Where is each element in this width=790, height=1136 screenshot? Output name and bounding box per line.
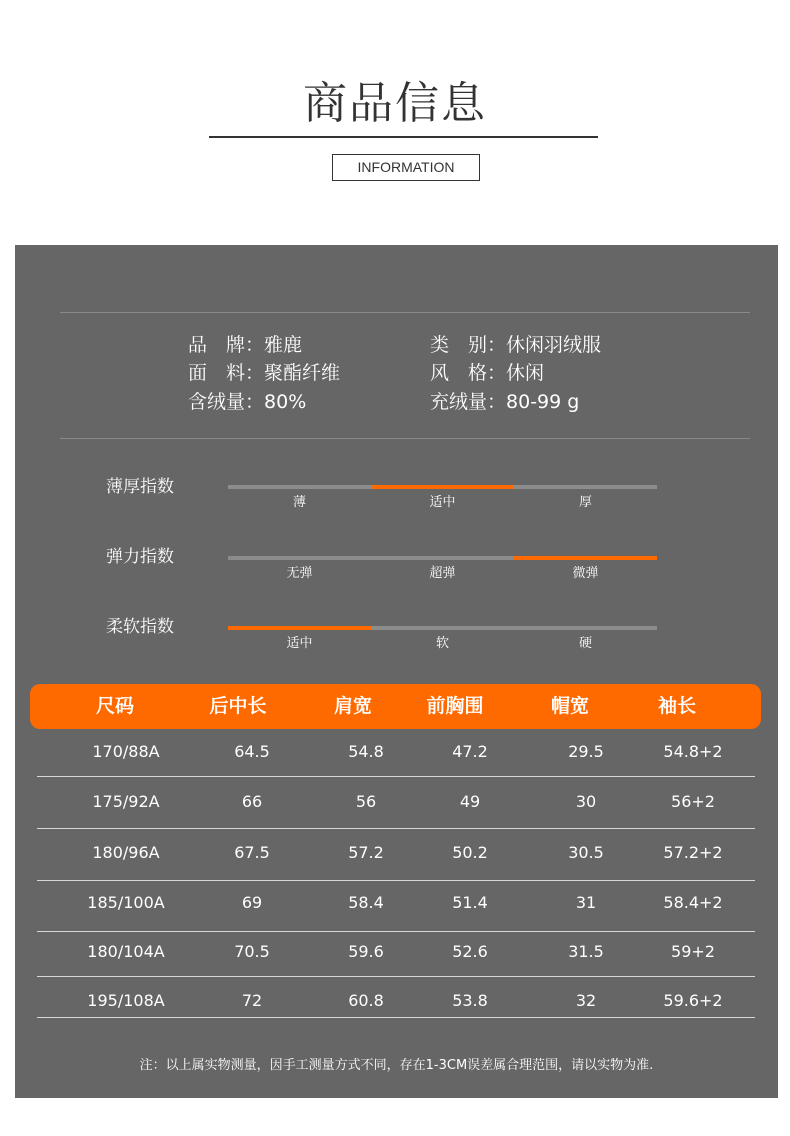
cell-shoulder: 58.4 (348, 893, 384, 912)
page-title: 商品信息 (303, 78, 487, 129)
down-ratio-value: 80% (264, 391, 307, 413)
down-ratio-label: 含绒量： (188, 391, 265, 413)
cell-chest: 53.8 (452, 991, 488, 1010)
fill-value: 80-99 g (506, 391, 580, 413)
cell-shoulder: 60.8 (348, 991, 384, 1010)
thickness-index-selected (371, 485, 514, 489)
cell-sleeve: 59+2 (671, 942, 715, 961)
brand-row (188, 333, 302, 357)
elasticity-index-bar (228, 556, 657, 560)
category-row (430, 333, 601, 357)
cell-chest: 52.6 (452, 942, 488, 961)
softness-option: 适中 (286, 636, 313, 651)
category-value: 休闲羽绒服 (506, 334, 602, 356)
cell-hood: 30 (575, 792, 597, 811)
cell-sleeve: 57.2+2 (663, 843, 723, 862)
cell-hood: 31.5 (568, 942, 604, 961)
header-chest: 前胸围 (426, 695, 484, 717)
header-shoulder: 肩宽 (333, 695, 372, 717)
row-divider (37, 1017, 755, 1018)
cell-size: 175/92A (92, 792, 160, 811)
cell-back-length: 66 (241, 792, 263, 811)
elasticity-index-label: 弹力指数 (106, 547, 174, 567)
divider-bottom (60, 438, 750, 439)
row-divider (37, 776, 755, 777)
cell-size: 195/108A (87, 991, 165, 1010)
cell-back-length: 64.5 (234, 742, 270, 761)
size-table-header (30, 684, 761, 729)
cell-shoulder: 59.6 (348, 942, 384, 961)
cell-size: 170/88A (92, 742, 160, 761)
softness-option: 软 (435, 636, 449, 651)
title-underline (209, 136, 598, 138)
elasticity-option: 无弹 (286, 566, 313, 581)
header-back-length: 后中长 (209, 695, 267, 717)
cell-sleeve: 59.6+2 (663, 991, 723, 1010)
cell-shoulder: 56 (355, 792, 377, 811)
fill-label: 充绒量： (430, 391, 507, 413)
brand-value: 雅鹿 (264, 334, 303, 356)
thickness-index-label: 薄厚指数 (106, 477, 174, 497)
material-value: 聚酯纤维 (264, 362, 341, 384)
cell-shoulder: 57.2 (348, 843, 384, 862)
information-badge: INFORMATION (332, 154, 480, 181)
softness-option: 硬 (578, 636, 592, 651)
cell-chest: 50.2 (452, 843, 488, 862)
style-row (430, 361, 544, 385)
row-divider (37, 931, 755, 932)
measurement-note: 注：以上属实物测量，因手工测量方式不同，存在1-3CM误差属合理范围，请以实物为准. (139, 1058, 654, 1073)
material-row (188, 361, 340, 385)
cell-hood: 30.5 (568, 843, 604, 862)
brand-label: 品 牌： (188, 334, 265, 356)
style-value: 休闲 (506, 362, 545, 384)
material-label: 面 料： (188, 362, 265, 384)
fill-row (430, 390, 579, 414)
cell-back-length: 67.5 (234, 843, 270, 862)
divider-top (60, 312, 750, 313)
cell-chest: 47.2 (452, 742, 488, 761)
softness-index-bar (228, 626, 657, 630)
elasticity-option: 超弹 (429, 566, 456, 581)
style-label: 风 格： (430, 362, 507, 384)
row-divider (37, 828, 755, 829)
row-divider (37, 880, 755, 881)
elasticity-index-selected (514, 556, 657, 560)
thickness-option: 适中 (429, 495, 456, 510)
cell-hood: 29.5 (568, 742, 604, 761)
header-size: 尺码 (95, 695, 134, 717)
down-ratio-row (188, 390, 306, 414)
cell-back-length: 70.5 (234, 942, 270, 961)
cell-back-length: 69 (241, 893, 263, 912)
cell-size: 180/96A (92, 843, 160, 862)
thickness-option: 厚 (578, 495, 592, 510)
cell-chest: 51.4 (452, 893, 488, 912)
softness-index-selected (228, 626, 371, 630)
cell-chest: 49 (459, 792, 481, 811)
cell-sleeve: 58.4+2 (663, 893, 723, 912)
header-sleeve: 袖长 (657, 695, 696, 717)
cell-shoulder: 54.8 (348, 742, 384, 761)
category-label: 类 别： (430, 334, 507, 356)
cell-size: 180/104A (87, 942, 165, 961)
product-info-panel (15, 245, 778, 1098)
cell-sleeve: 56+2 (671, 792, 715, 811)
cell-back-length: 72 (241, 991, 263, 1010)
softness-index-label: 柔软指数 (106, 617, 174, 637)
cell-sleeve: 54.8+2 (663, 742, 723, 761)
elasticity-option: 微弹 (572, 566, 599, 581)
header-hood: 帽宽 (550, 695, 589, 717)
row-divider (37, 976, 755, 977)
cell-size: 185/100A (87, 893, 165, 912)
thickness-option: 薄 (292, 495, 306, 510)
thickness-index-bar (228, 485, 657, 489)
cell-hood: 31 (575, 893, 597, 912)
cell-hood: 32 (575, 991, 597, 1010)
